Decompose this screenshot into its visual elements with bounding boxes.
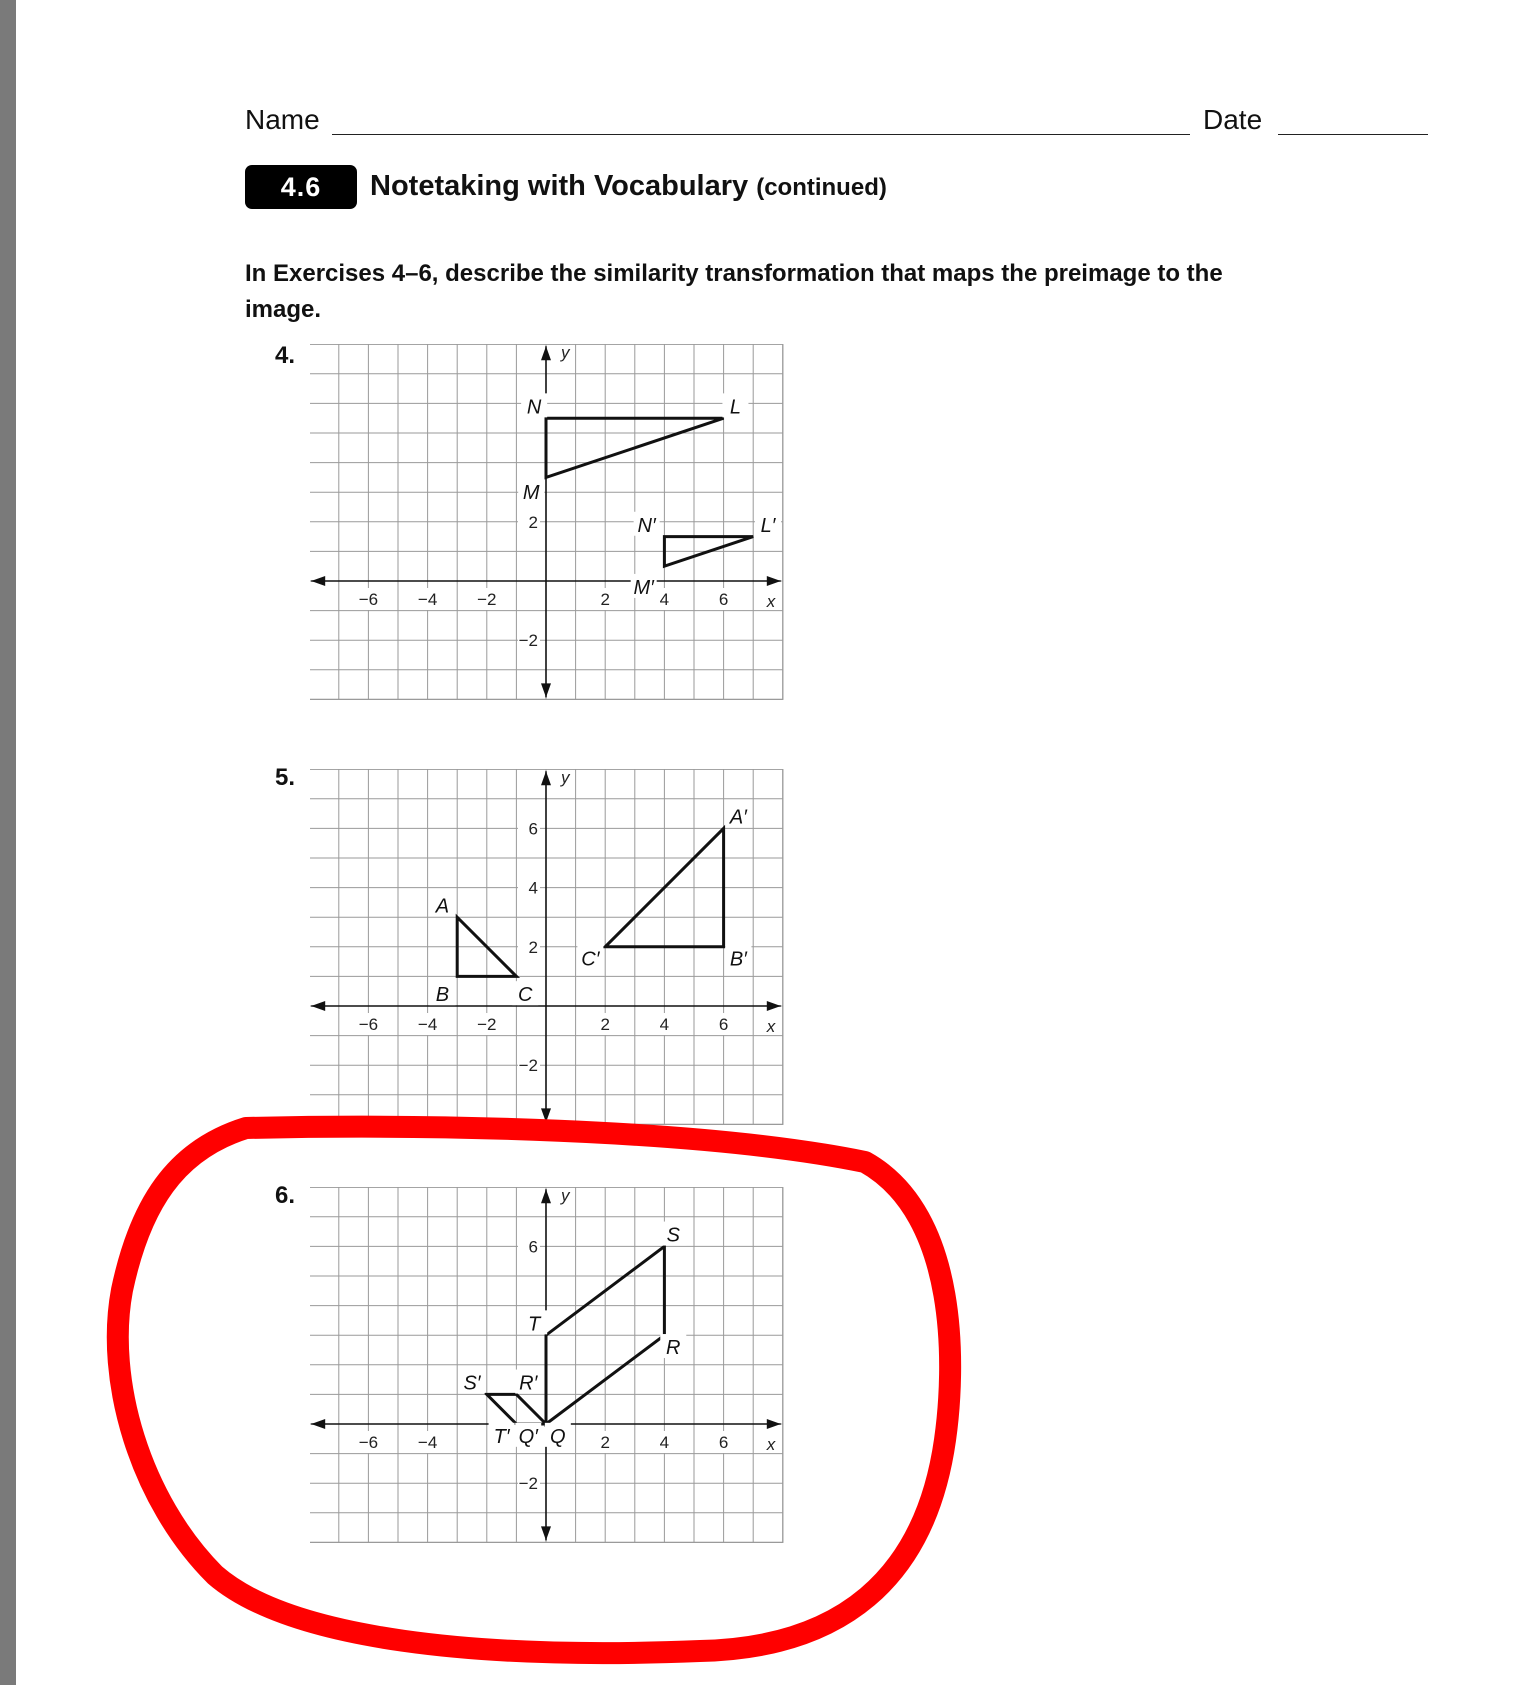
y-tick-label: −2 bbox=[518, 1474, 538, 1494]
vertex-label: T′ bbox=[493, 1425, 510, 1448]
x-tick-label: 6 bbox=[718, 1015, 729, 1034]
y-tick-label: −2 bbox=[518, 631, 538, 651]
x-tick-label: −2 bbox=[477, 590, 497, 609]
x-tick-label: 2 bbox=[600, 1015, 610, 1034]
section-number-badge: 4.6 bbox=[245, 165, 357, 209]
x-tick-label: −4 bbox=[417, 1433, 438, 1452]
x-axis-label: x bbox=[766, 1017, 776, 1036]
y-tick-label: 6 bbox=[528, 1237, 538, 1257]
x-tick-label: −4 bbox=[417, 1015, 438, 1034]
vertex-label: L′ bbox=[760, 514, 776, 537]
x-tick-label: 2 bbox=[600, 590, 610, 609]
exercise-6-number: 6. bbox=[275, 1182, 296, 1209]
name-label: Name bbox=[245, 104, 320, 135]
vertex-label: S bbox=[666, 1224, 680, 1247]
vertex-label: M′ bbox=[633, 576, 654, 599]
vertex-label: M bbox=[522, 482, 540, 505]
x-tick-label: 4 bbox=[659, 1433, 670, 1452]
x-tick-label: 4 bbox=[659, 590, 670, 609]
exercise-instructions: In Exercises 4–6, describe the similarity transformation that maps the preimage to the image. bbox=[245, 260, 1223, 323]
y-tick-label: 6 bbox=[528, 819, 538, 839]
vertex-label: B bbox=[435, 984, 450, 1007]
section-title-text: Notetaking with Vocabulary bbox=[370, 170, 749, 202]
y-tick-label: 2 bbox=[528, 512, 538, 532]
x-axis-label: x bbox=[766, 1435, 776, 1454]
x-tick-label: −6 bbox=[358, 1015, 379, 1034]
x-axis-label: x bbox=[766, 592, 776, 611]
vertex-label: R bbox=[666, 1337, 681, 1360]
exercise-4-number: 4. bbox=[275, 342, 296, 369]
x-tick-label: −6 bbox=[358, 590, 379, 609]
vertex-label: T bbox=[528, 1313, 541, 1336]
vertex-label: N′ bbox=[637, 514, 656, 537]
x-tick-label: 2 bbox=[600, 1433, 610, 1452]
x-tick-label: 6 bbox=[718, 590, 729, 609]
y-tick-label: 2 bbox=[528, 937, 538, 957]
vertex-label: C bbox=[518, 984, 533, 1007]
vertex-label: L bbox=[729, 396, 742, 419]
y-axis-label: y bbox=[561, 344, 570, 363]
vertex-label: Q′ bbox=[518, 1425, 538, 1448]
y-axis-label: y bbox=[561, 1187, 570, 1206]
exercise-5-number: 5. bbox=[275, 764, 296, 791]
vertex-label: C′ bbox=[581, 948, 600, 971]
date-label: Date bbox=[1203, 104, 1263, 135]
y-tick-label: −2 bbox=[518, 1056, 538, 1076]
vertex-label: N bbox=[526, 396, 542, 419]
section-subtitle: (continued) bbox=[756, 174, 887, 201]
hand-drawn-circle bbox=[118, 1127, 950, 1653]
vertex-label: A bbox=[435, 895, 450, 918]
vertex-label: Q bbox=[550, 1425, 566, 1448]
vertex-label: S′ bbox=[463, 1372, 481, 1395]
x-tick-label: −2 bbox=[477, 1015, 497, 1034]
y-tick-label: 4 bbox=[528, 878, 538, 898]
vertex-label: R′ bbox=[519, 1372, 538, 1395]
vertex-label: A′ bbox=[729, 806, 747, 829]
vertex-label: B′ bbox=[729, 948, 747, 971]
x-tick-label: −4 bbox=[417, 590, 438, 609]
x-tick-label: 6 bbox=[718, 1433, 729, 1452]
x-tick-label: 4 bbox=[659, 1015, 670, 1034]
x-tick-label: −6 bbox=[358, 1433, 379, 1452]
y-axis-label: y bbox=[561, 769, 570, 788]
